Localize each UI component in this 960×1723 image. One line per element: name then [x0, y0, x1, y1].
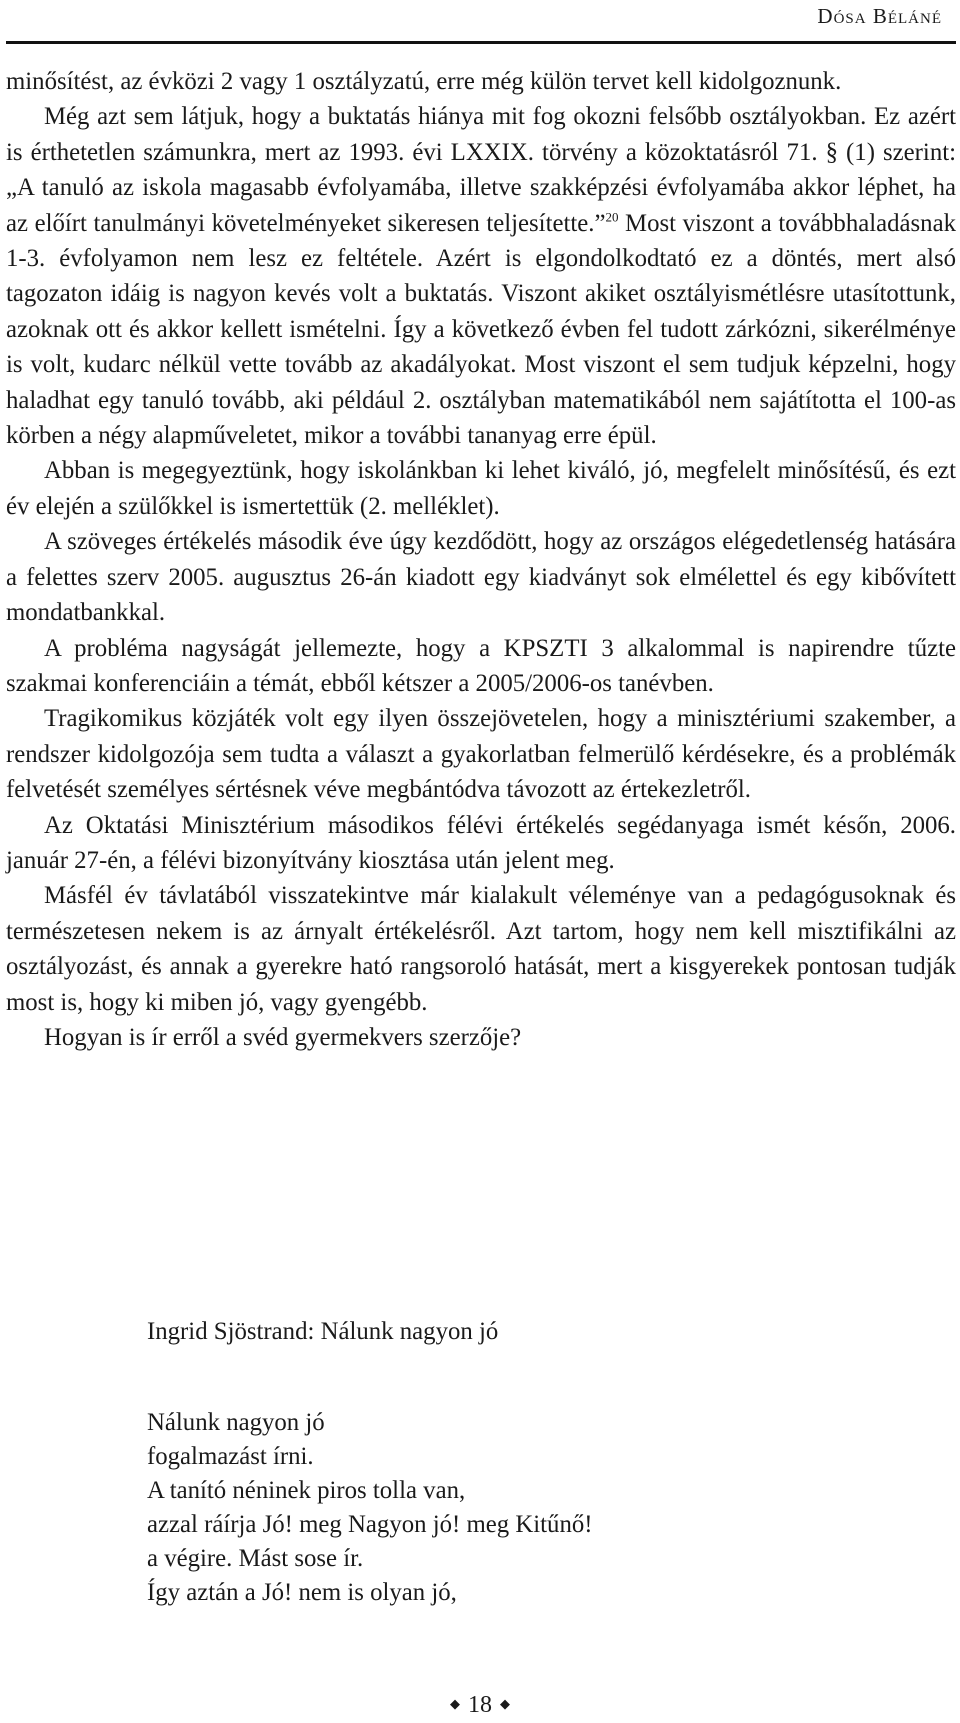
paragraph-8: Hogyan is ír erről a svéd gyermekvers szerzője?	[44, 1023, 522, 1051]
paragraph-1	[6, 99, 956, 453]
page-footer	[0, 1690, 960, 1721]
poem-line: Nálunk nagyon jó	[147, 1409, 325, 1436]
poem-line: fogalmazást írni.	[147, 1443, 314, 1470]
paragraph-4: A probléma nagyságát jellemezte, hogy a KPSZTI 3 alkalommal is napirendre tűzte szakmai konferenciáin a témát, ebből kétszer a 2005/2006-os tanévben.	[6, 634, 956, 697]
running-title: Dósa Béláné	[817, 4, 942, 28]
paragraph-5: Tragikomikus közjáték volt egy ilyen összejövetelen, hogy a minisztériumi szakember, a rendszer kidolgozója sem tudta a választ a gyakorlatban felmerülő kérdésekre, és a problémák felvetését személyes sértésnek véve megbántódva távozott az értekezletről.	[6, 705, 956, 804]
body-text	[6, 64, 956, 1055]
page-number: 18	[468, 1692, 492, 1718]
poem-line: A tanító néninek piros tolla van,	[147, 1477, 466, 1504]
paragraph-3: A szöveges értékelés második éve úgy kezdődött, hogy az országos elégedetlenség hatására a felettes szerv 2005. augusztus 26-án kiadott egy kiadványt sok elmélettel és egy kibővített mondatbankkal.	[6, 528, 956, 627]
diamond-ornament-icon: ◆	[500, 1696, 510, 1712]
paragraph-1-part-b: Most viszont a továbbhaladásnak 1-3. évfolyamon nem lesz ez feltétele. Azért is elgondolkodtató ez a döntés, mert alsó tagozaton idáig is nagyon kevés volt a buktatás. Viszont akiket osztályismétlésre utasítottunk, azoknak ott és akkor kellett ismételni. Így a következő évben fel tudott zárkózni, sikerélménye is volt, kudarc nélkül vette tovább az akadályokat. Most viszont el sem tudjuk képzelni, hogy haladhat egy tanuló tovább, aki például 2. osztályban matematikából nem sajátította el 100-as körben a négy alapműveletet, mikor a további tananyag erre épül.	[6, 209, 956, 450]
footnote-ref-20[interactable]: 20	[605, 209, 619, 225]
poem-line: Így aztán a Jó! nem is olyan jó,	[147, 1579, 457, 1606]
paragraph-6: Az Oktatási Minisztérium másodikos félévi értékelés segédanyaga ismét későn, 2006. január 27-én, a félévi bizonyítvány kiosztása után jelent meg.	[6, 811, 956, 874]
paragraph-2: Abban is megegyeztünk, hogy iskolánkban ki lehet kiváló, jó, megfelelt minősítésű, és ezt év elején a szülőkkel is ismertettük (2. melléklet).	[6, 457, 956, 520]
poem-line: a végire. Mást sose ír.	[147, 1545, 364, 1572]
paragraph-1-part-a: Még azt sem látjuk, hogy a buktatás hiánya mit fog okozni felsőbb osztályokban. Ez azért is érthetetlen számunkra, mert az 1993. évi LXXIX. törvény a közoktatásról 71. § (1) szerint: „A tanuló az iskola magasabb évfolyamába, illetve szakképzési évfolyamába akkor léphet, ha az előírt tanulmányi követelményeket sikeresen teljesítette.”	[6, 103, 956, 237]
diamond-ornament-icon: ◆	[450, 1696, 460, 1712]
poem	[147, 1315, 593, 1610]
poem-title: Ingrid Sjöstrand: Nálunk nagyon jó	[147, 1318, 499, 1345]
poem-line: azzal ráírja Jó! meg Nagyon jó! meg Kitűnő!	[147, 1511, 593, 1538]
paragraph-7: Másfél év távlatából visszatekintve már kialakult véleménye van a pedagógusoknak és természetesen nekem is az árnyalt értékelésről. Azt tartom, hogy nem kell misztifikálni az osztályozást, és annak a gyerekre ható rangsoroló hatását, mert a kisgyerekek pontosan tudják most is, hogy ki miben jó, vagy gyengébb.	[6, 882, 956, 1016]
paragraph-0: minősítést, az évközi 2 vagy 1 osztályzatú, erre még külön tervet kell kidolgoznunk.	[6, 68, 842, 95]
running-head	[6, 0, 956, 44]
